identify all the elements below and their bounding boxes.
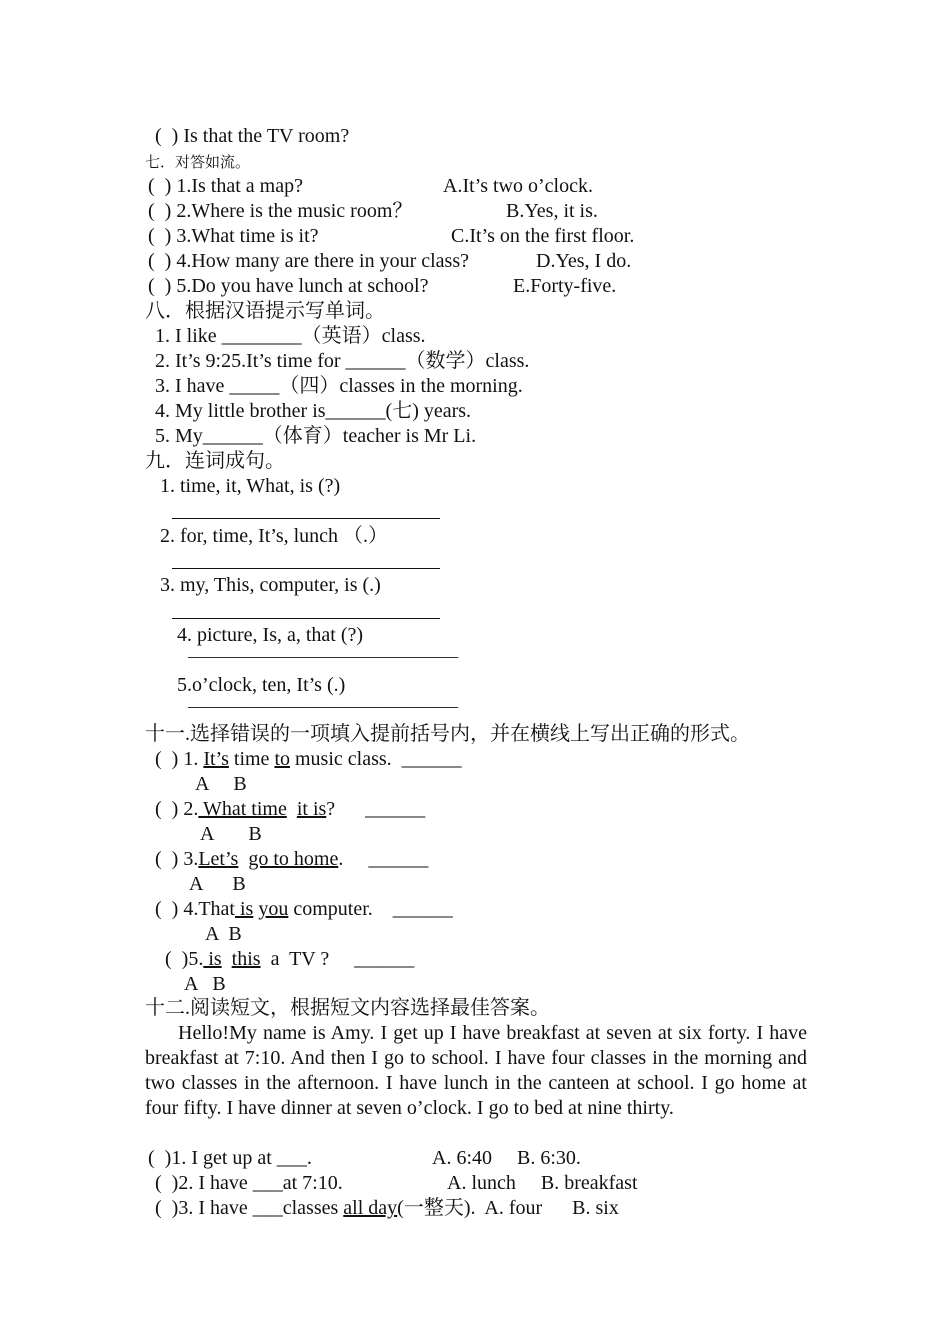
answer-dash-line-5: ——————————————— (188, 696, 458, 716)
s11-item-1: ( ) 1. It’s time to music class. ______ (155, 748, 462, 770)
s11-labels-5: A B (184, 973, 226, 995)
s11-labels-3: A B (189, 873, 246, 895)
s8-item-4: 4. My little brother is______(七) years. (155, 400, 472, 422)
answer-line-1 (172, 518, 440, 519)
s7-q2: ( ) 2.Where is the music room？ (148, 200, 413, 222)
s11-labels-1: A B (195, 773, 247, 795)
reading-passage: Hello!My name is Amy. I get up I have breakfast at seven at six forty. I have breakfast at 7:10. And then I go to school. I have four classes in the morning and two classes in the afternoon. I have lunch in the canteen at school. I go home at four fifty. I have dinner at seven o’clock. I go to bed at nine thirty. (145, 1022, 807, 1119)
s9-item-5: 5.o’clock, ten, It’s (.) (177, 674, 346, 696)
question-tv-room: ( ) Is that the TV room? (155, 125, 350, 147)
section-9-title: 九．连词成句。 (145, 450, 285, 472)
s7-q4: ( ) 4.How many are there in your class? (148, 250, 469, 272)
answer-line-2 (172, 568, 440, 569)
s7-q5: ( ) 5.Do you have lunch at school? (148, 275, 429, 297)
section-8-title: 八．根据汉语提示写单词。 (145, 300, 385, 322)
s7-a3: C.It’s on the first floor. (451, 225, 635, 247)
s9-item-1: 1. time, it, What, is (?) (160, 475, 341, 497)
s11-item-5: ( )5. is this a TV ? ______ (165, 948, 415, 970)
s12-q2-options: A. lunch B. breakfast (447, 1172, 638, 1194)
s9-item-3: 3. my, This, computer, is (.) (160, 574, 381, 596)
s7-a4: D.Yes, I do. (536, 250, 632, 272)
s11-labels-2: A B (200, 823, 262, 845)
s12-q1-options: A. 6:40 B. 6:30. (432, 1147, 581, 1169)
s7-a2: B.Yes, it is. (506, 200, 598, 222)
answer-dash-line-4: ——————————————— (188, 646, 458, 666)
s8-item-2: 2. It’s 9:25.It’s time for ______（数学）class. (155, 350, 530, 372)
s7-a1: A.It’s two o’clock. (443, 175, 593, 197)
s12-q1-stem: ( )1. I get up at ___. (148, 1147, 312, 1169)
s11-labels-4: A B (205, 923, 242, 945)
s7-a5: E.Forty-five. (513, 275, 617, 297)
s12-q3: ( )3. I have ___classes all day(一整天). A. four B. six (155, 1197, 619, 1219)
s9-item-2: 2. for, time, It’s, lunch （.） (160, 525, 389, 547)
s9-item-4: 4. picture, Is, a, that (?) (177, 624, 364, 646)
s8-item-1: 1. I like ________（英语）class. (155, 325, 426, 347)
s8-item-3: 3. I have _____（四）classes in the morning. (155, 375, 523, 397)
s8-item-5: 5. My______（体育）teacher is Mr Li. (155, 425, 477, 447)
section-12-title: 十二.阅读短文，根据短文内容选择最佳答案。 (145, 997, 550, 1019)
section-7-title: 七．对答如流。 (145, 155, 251, 171)
s12-q2-stem: ( )2. I have ___at 7:10. (155, 1172, 343, 1194)
section-11-title: 十一.选择错误的一项填入提前括号内，并在横线上写出正确的形式。 (145, 723, 750, 745)
s7-q3: ( ) 3.What time is it? (148, 225, 319, 247)
s7-q1: ( ) 1.Is that a map? (148, 175, 303, 197)
s11-item-4: ( ) 4.That is you computer. ______ (155, 898, 453, 920)
answer-line-3 (172, 618, 440, 619)
s11-item-3: ( ) 3.Let’s go to home. ______ (155, 848, 429, 870)
s11-item-2: ( ) 2. What time it is? ______ (155, 798, 426, 820)
